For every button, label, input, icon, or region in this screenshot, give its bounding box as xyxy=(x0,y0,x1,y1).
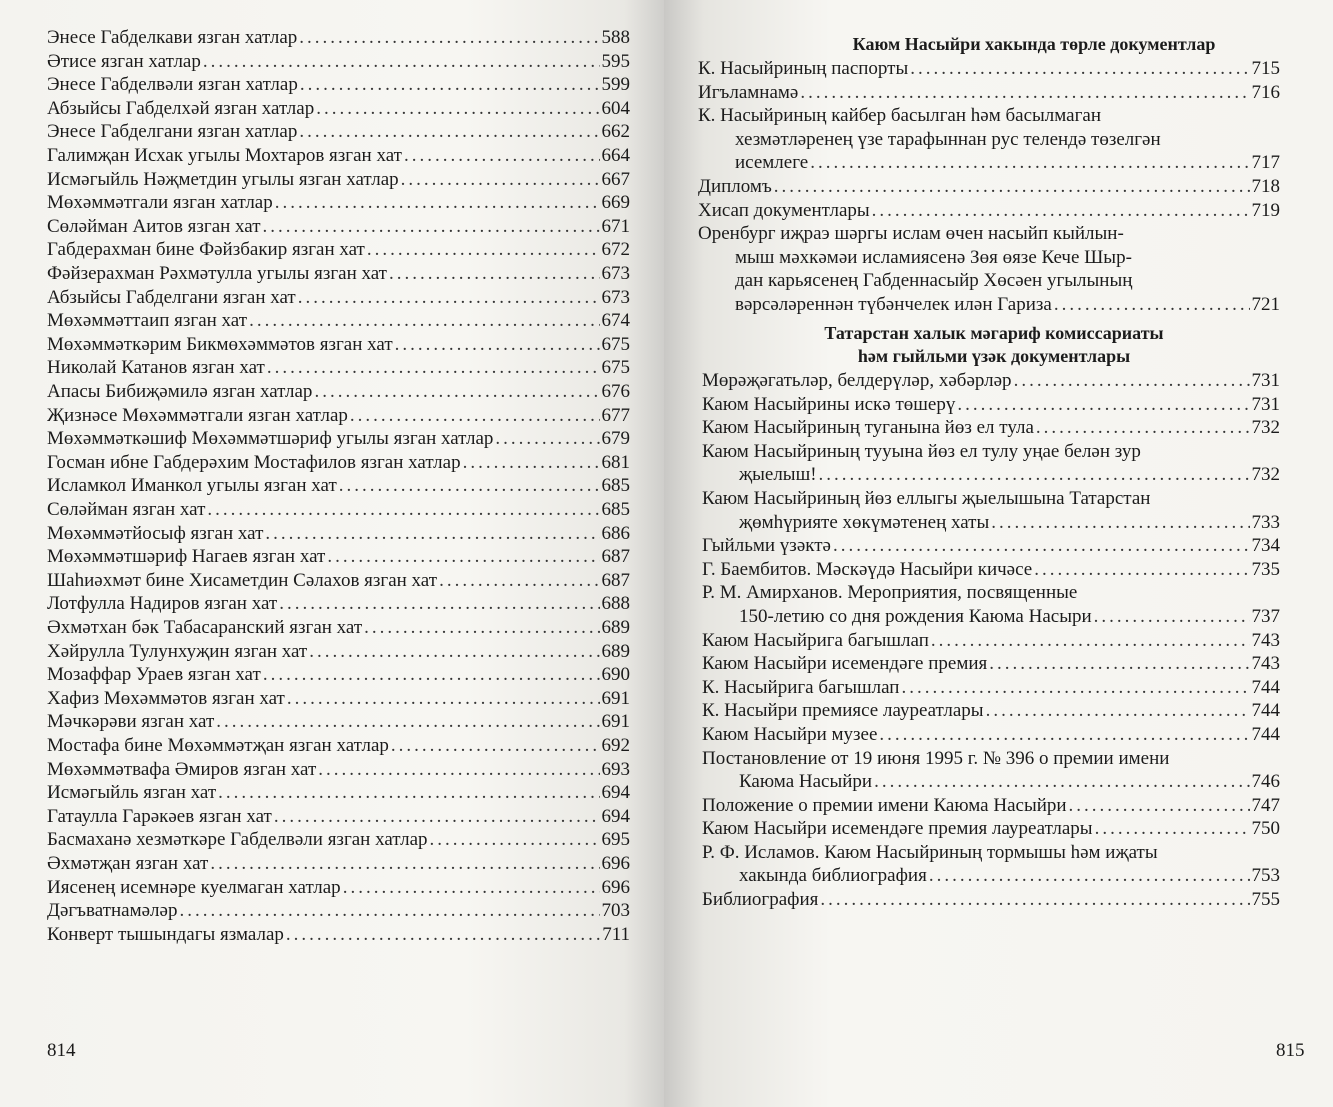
toc-leader-dots xyxy=(463,451,600,475)
page-number-left: 814 xyxy=(47,1040,76,1061)
toc-entry-page: 691 xyxy=(601,687,630,709)
toc-leader-dots xyxy=(820,888,1249,912)
toc-entry-title: Николай Катанов язган хат xyxy=(47,357,265,379)
toc-leader-dots xyxy=(274,805,600,829)
toc-leader-dots xyxy=(989,652,1249,676)
toc-entry-page: 694 xyxy=(601,805,630,827)
toc-entry-page: 664 xyxy=(601,145,630,166)
toc-entry xyxy=(47,710,630,734)
toc-entry xyxy=(47,640,630,664)
toc-entry-title: Габдерахман бине Фәйзбакир язган хат xyxy=(47,239,365,261)
toc-entry-title-continued: Каюма Насыйри xyxy=(739,771,873,793)
toc-entry-page: 717 xyxy=(1251,152,1280,174)
toc-entry-page: 674 xyxy=(601,310,630,332)
toc-entry xyxy=(47,734,630,758)
toc-entry-title: К. Насыйрига багышлап xyxy=(702,676,900,698)
toc-leader-dots xyxy=(364,616,599,640)
toc-entry xyxy=(47,191,630,215)
toc-entry xyxy=(698,57,1280,317)
toc-entry xyxy=(47,120,630,144)
toc-entry xyxy=(47,545,630,569)
toc-entry-page: 744 xyxy=(1251,723,1280,745)
toc-entry xyxy=(47,73,630,97)
toc-entry xyxy=(47,144,630,168)
toc-entry-title: Гыйльми үзәктә xyxy=(702,535,831,557)
toc-entry-title: Каюм Насыйрины искә төшерү xyxy=(702,393,956,415)
toc-entry-page: 753 xyxy=(1251,865,1280,887)
toc-leader-dots xyxy=(874,770,1249,794)
toc-entry-page: 681 xyxy=(601,451,630,473)
toc-leader-dots xyxy=(1069,794,1250,818)
toc-entry-page: 669 xyxy=(601,192,630,214)
toc-entry-title: Абзыйсы Габделгани язган хат xyxy=(47,286,296,308)
toc-leader-dots xyxy=(263,663,600,687)
toc-entry-title: Әхмәтхан бәк Табасаранский язган хат xyxy=(47,617,363,638)
toc-entry xyxy=(47,333,630,357)
toc-entry xyxy=(47,876,630,900)
toc-entry-title: Каюм Насыйриның туганына йөз ел тула xyxy=(702,417,1034,439)
toc-entry-title: Апасы Бибиҗәмилә язган хатлар xyxy=(47,381,313,402)
toc-leader-dots xyxy=(279,592,599,616)
toc-entry-page: 732 xyxy=(1251,464,1280,486)
toc-entry xyxy=(47,522,630,546)
toc-entry-title: Басмаханә хезмәткәре Габделвәли язган хатлар xyxy=(47,829,428,851)
toc-entry-title: Әхмәтҗан язган хат xyxy=(47,853,209,874)
toc-leader-dots xyxy=(800,81,1249,105)
toc-entry-title: Каюм Насыйри исемендәге премия лауреатлары xyxy=(702,818,1093,840)
toc-leader-dots xyxy=(1054,293,1250,317)
toc-entry-title: Каюм Насыйриның йөз еллыгы җыелышына Татарстан xyxy=(702,487,1151,509)
toc-entry-title: Игъламнамә xyxy=(698,81,799,103)
toc-entry-title: Дәгъватнамәләр xyxy=(47,900,178,922)
toc-entry-title: Мөхәммәтгали язган хатлар xyxy=(47,192,273,214)
toc-entry-page: 719 xyxy=(1251,199,1280,221)
toc-entry-title: Галимҗан Исхак угылы Мохтаров язган хат xyxy=(47,145,402,166)
toc-entry-title: Гатаулла Гарәкәев язган хат xyxy=(47,805,272,827)
toc-leader-dots xyxy=(343,876,600,900)
toc-leader-dots xyxy=(986,699,1250,723)
toc-leader-dots xyxy=(318,758,599,782)
toc-entry-title: Абзыйсы Габделхәй язган хатлар xyxy=(47,97,315,119)
toc-entry-title: Энесе Габделвәли язган хатлар xyxy=(47,74,298,96)
toc-entry-title-continued: мыш мәхкәмәи исламиясенә Зөя өязе Кече Шыр- xyxy=(735,246,1132,268)
toc-leader-dots xyxy=(957,393,1249,417)
toc-leader-dots xyxy=(216,710,599,734)
toc-entry xyxy=(47,215,630,239)
toc-entry-title: Мөхәммәткәрим Бикмөхәммәтов язган хат xyxy=(47,333,393,355)
toc-entry-title: Мөхәммәтвафа Әмиров язган хат xyxy=(47,758,317,780)
toc-entry-title: Фәйзерахман Рәхмәтулла угылы язган хат xyxy=(47,263,387,284)
toc-entry-title: Энесе Габделгани язган хатлар xyxy=(47,121,298,143)
toc-entry xyxy=(47,616,630,640)
toc-leader-dots xyxy=(263,215,600,239)
toc-entry xyxy=(47,663,630,687)
toc-entry-title: Исламкол Иманкол угылы язган хат xyxy=(47,475,337,497)
toc-entry xyxy=(47,427,630,451)
toc-entry-page: 703 xyxy=(601,900,630,922)
toc-leader-dots xyxy=(275,191,600,215)
toc-entry-page: 692 xyxy=(601,735,630,756)
toc-entry xyxy=(47,852,630,876)
toc-entry xyxy=(47,923,630,947)
toc-leader-dots xyxy=(430,828,600,852)
toc-entry-title: Мөхәммәтшәриф Нагаев язган хат xyxy=(47,546,326,568)
toc-leader-dots xyxy=(314,380,599,404)
toc-entry-page: 696 xyxy=(601,876,630,898)
toc-entry-title: Р. М. Амирханов. Мероприятия, посвященные xyxy=(702,582,1078,604)
toc-leader-dots xyxy=(774,175,1250,199)
toc-leader-dots xyxy=(1095,817,1250,841)
toc-entry-page: 673 xyxy=(601,263,630,284)
toc-entry xyxy=(47,592,630,616)
toc-entry xyxy=(47,805,630,829)
toc-entry-title-continued: 150-летию со дня рождения Каюма Насыри xyxy=(739,605,1092,627)
toc-entry-title: К. Насыйриның кайбер басылган һәм басылмаган xyxy=(698,105,1101,127)
toc-entry-page: 689 xyxy=(601,617,630,638)
toc-entry-page: 688 xyxy=(601,593,630,615)
toc-entry-page: 734 xyxy=(1251,535,1280,557)
toc-entry-title: Иясенең исемнәре куелмаган хатлар xyxy=(47,876,341,898)
toc-entry-title-continued: хезмәтләренең үзе тарафыннан рус телендә төзелгән xyxy=(735,128,1161,150)
toc-leader-dots xyxy=(495,427,599,451)
toc-leader-dots xyxy=(210,852,599,876)
toc-entry-title: Конверт тышындагы язмалар xyxy=(47,923,284,945)
toc-leader-dots xyxy=(1036,416,1250,440)
toc-entry-page: 743 xyxy=(1251,653,1280,675)
toc-entry-title-continued: вәрсәләреннән түбәнчелек илән Гариза xyxy=(735,293,1052,315)
toc-entry xyxy=(47,451,630,475)
toc-entry-page: 716 xyxy=(1251,81,1280,103)
toc-entry-page: 715 xyxy=(1251,58,1280,79)
toc-leader-dots xyxy=(1014,369,1250,393)
toc-entry-page: 732 xyxy=(1251,417,1280,439)
toc-leader-dots xyxy=(203,50,600,74)
toc-entry-title: Каюм Насыйрига багышлап xyxy=(702,629,929,651)
toc-leader-dots xyxy=(287,687,600,711)
toc-entry-page: 686 xyxy=(601,522,630,544)
toc-leader-dots xyxy=(929,864,1250,888)
toc-leader-dots xyxy=(218,781,599,805)
toc-entry-page: 662 xyxy=(601,121,630,143)
toc-entry-title: Сөләйман язган хат xyxy=(47,499,206,520)
toc-leader-dots xyxy=(207,498,599,522)
toc-entry-page: 744 xyxy=(1251,700,1280,722)
toc-entry-title: К. Насыйриның паспорты xyxy=(698,58,909,79)
toc-entry-page: 667 xyxy=(601,168,630,190)
toc-entry-title: Мөрәҗәгатьләр, белдерүләр, хәбәрләр xyxy=(702,370,1012,391)
toc-entry xyxy=(47,758,630,782)
toc-entry-title: Госман ибне Габдерәхим Мостафилов язган хатлар xyxy=(47,451,461,473)
toc-entry-title: Г. Баембитов. Мәскәүдә Насыйри кичәсе xyxy=(702,558,1033,580)
toc-entry-page: 691 xyxy=(601,711,630,733)
toc-entry-page: 685 xyxy=(601,475,630,497)
section-heading-line: Татарстан халык мәгариф комиссариаты xyxy=(824,323,1164,343)
toc-leader-dots xyxy=(327,545,599,569)
toc-leader-dots xyxy=(991,511,1249,535)
toc-entry-title: Каюм Насыйри музее xyxy=(702,723,878,745)
toc-entry-page: 595 xyxy=(601,50,630,72)
toc-leader-dots xyxy=(350,404,600,428)
toc-entry-title: Мөхәммәттаип язган хат xyxy=(47,310,248,332)
toc-leader-dots xyxy=(299,26,599,50)
toc-leader-dots xyxy=(931,629,1250,653)
toc-leader-dots xyxy=(298,286,600,310)
toc-entry-page: 743 xyxy=(1251,629,1280,651)
toc-entry xyxy=(47,309,630,333)
toc-entry-page: 755 xyxy=(1251,889,1280,911)
toc-entry-page: 711 xyxy=(602,923,630,945)
toc-entry xyxy=(47,238,630,262)
toc-entry xyxy=(47,899,630,923)
toc-entry-title: Каюм Насыйри исемендәге премия xyxy=(702,653,988,675)
toc-entry-page: 604 xyxy=(601,97,630,119)
toc-leader-dots xyxy=(901,676,1249,700)
toc-leader-dots xyxy=(1034,558,1249,582)
toc-leader-dots xyxy=(1094,605,1250,629)
toc-leader-dots xyxy=(395,333,600,357)
left-page xyxy=(0,0,664,1107)
toc-entry-page: 737 xyxy=(1251,605,1280,627)
toc-leader-dots xyxy=(339,474,600,498)
toc-entry xyxy=(702,369,1280,912)
toc-entry xyxy=(47,404,630,428)
toc-leader-dots xyxy=(389,262,600,286)
toc-leader-dots xyxy=(439,569,599,593)
toc-entry-page: 750 xyxy=(1251,818,1280,840)
toc-leader-dots xyxy=(819,463,1250,487)
toc-entry-page: 696 xyxy=(601,853,630,874)
toc-leader-dots xyxy=(872,199,1250,223)
toc-entry-page: 685 xyxy=(601,499,630,520)
toc-entry xyxy=(47,286,630,310)
toc-entry-page: 675 xyxy=(601,357,630,379)
toc-entry-title: Библиография xyxy=(702,889,819,911)
toc-entry-page: 689 xyxy=(601,640,630,662)
toc-entry-page: 731 xyxy=(1251,393,1280,415)
toc-entry-page: 695 xyxy=(601,829,630,851)
toc-entry xyxy=(47,380,630,404)
toc-entry-page: 718 xyxy=(1251,175,1280,197)
toc-entry xyxy=(47,26,630,50)
toc-entry xyxy=(47,168,630,192)
toc-leader-dots xyxy=(286,923,600,947)
toc-entry-page: 673 xyxy=(601,286,630,308)
toc-leader-dots xyxy=(879,723,1249,747)
toc-entry-page: 687 xyxy=(601,569,630,591)
toc-leader-dots xyxy=(179,899,599,923)
toc-entry xyxy=(47,97,630,121)
toc-entry-page: 731 xyxy=(1251,370,1280,391)
toc-entry-page: 735 xyxy=(1251,558,1280,580)
page-number-right: 815 xyxy=(1276,1040,1305,1061)
toc-entry-title: Каюм Насыйриның тууына йөз ел тулу уңае белән зур xyxy=(702,440,1141,462)
toc-leader-dots xyxy=(299,120,599,144)
toc-entry-page: 690 xyxy=(601,664,630,686)
section-heading: Каюм Насыйри хакында төрле документлар xyxy=(852,34,1216,54)
toc-entry-title: Хисап документлары xyxy=(698,199,870,221)
toc-entry-title-continued: җыелыш! xyxy=(739,464,817,486)
toc-leader-dots xyxy=(401,168,600,192)
toc-leader-dots xyxy=(316,97,599,121)
toc-entry-title: Дипломъ xyxy=(698,175,772,197)
toc-entry-page: 676 xyxy=(601,381,630,402)
toc-entry-title: Хәйрулла Тулунхуҗин язган хат xyxy=(47,640,308,662)
toc-entry-title: Лотфулла Надиров язган хат xyxy=(47,593,278,615)
toc-entry-page: 588 xyxy=(601,27,630,48)
toc-leader-dots xyxy=(309,640,599,664)
toc-entry-title: Сөләйман Аитов язган хат xyxy=(47,215,261,237)
section-heading-line: һәм гыйльми үзәк документлары xyxy=(857,346,1131,366)
toc-entry-title: Җизнәсе Мөхәммәтгали язган хатлар xyxy=(47,404,348,426)
toc-entry-title: Положение о премии имени Каюма Насыйри xyxy=(702,794,1067,816)
toc-entry-title: Постановление от 19 июня 1995 г. № 396 о премии имени xyxy=(702,747,1170,769)
toc-entry xyxy=(47,50,630,74)
toc-entry xyxy=(47,474,630,498)
toc-leader-dots xyxy=(833,534,1250,558)
toc-entry-title-continued: исемлеге xyxy=(735,152,809,174)
section-heading xyxy=(774,322,1214,368)
toc-entry xyxy=(47,569,630,593)
toc-entry-title: Шаһиәхмәт бине Хисаметдин Сәлахов язган хат xyxy=(47,569,438,591)
toc-leader-dots xyxy=(300,73,600,97)
toc-entry-page: 687 xyxy=(601,546,630,568)
toc-entry xyxy=(47,262,630,286)
toc-entry-title: Р. Ф. Исламов. Каюм Насыйриның тормышы һәм иҗаты xyxy=(702,841,1158,863)
toc-entry-page: 746 xyxy=(1251,771,1280,793)
toc-entry-title: Хафиз Мөхәммәтов язган хат xyxy=(47,687,285,709)
toc-entry-title: Энесе Габделкави язган хатлар xyxy=(47,27,298,48)
toc-entry-page: 672 xyxy=(601,239,630,261)
toc-entry-title: К. Насыйри премиясе лауреатлары xyxy=(702,700,984,722)
toc-entry-title: Әтисе язган хатлар xyxy=(47,50,201,72)
toc-entry xyxy=(47,828,630,852)
toc-entry-page: 599 xyxy=(601,74,630,96)
toc-leader-dots xyxy=(267,356,600,380)
toc-entry-page: 675 xyxy=(601,333,630,355)
toc-entry-page: 733 xyxy=(1251,511,1280,533)
toc-entry-page: 671 xyxy=(601,215,630,237)
toc-leader-dots xyxy=(810,151,1249,175)
toc-entry-page: 679 xyxy=(601,428,630,450)
toc-entry-title: Оренбург иҗраэ шәргы ислам өчен насыйп кыйлын- xyxy=(698,223,1124,245)
toc-entry-page: 721 xyxy=(1251,293,1280,315)
toc-entry xyxy=(47,356,630,380)
toc-entry-title-continued: хакында библиография xyxy=(739,865,927,887)
toc-entry-title: Мөхәммәткәшиф Мөхәммәтшәриф угылы язган хатлар xyxy=(47,428,494,450)
toc-leader-dots xyxy=(265,522,599,546)
toc-entry xyxy=(47,687,630,711)
toc-leader-dots xyxy=(249,309,599,333)
toc-entry-title: Мозаффар Ураев язган хат xyxy=(47,664,261,686)
toc-leader-dots xyxy=(367,238,600,262)
toc-entry-title: Исмәгыйль Нәҗметдин угылы язган хатлар xyxy=(47,168,399,190)
toc-entry-title-continued: җөмһүрияте хөкүмәтенең хаты xyxy=(739,511,990,533)
toc-entry xyxy=(47,781,630,805)
toc-entry-page: 694 xyxy=(601,782,630,804)
right-page xyxy=(664,0,1333,1107)
toc-entry-page: 744 xyxy=(1251,676,1280,698)
toc-leader-dots xyxy=(391,734,600,758)
toc-entry-page: 677 xyxy=(601,404,630,426)
toc-leader-dots xyxy=(404,144,600,168)
toc-entry-page: 693 xyxy=(601,758,630,780)
toc-entry-title-continued: дан карьясенең Габденнасыйр Хөсәен угылының xyxy=(735,270,1133,292)
toc-entry xyxy=(47,498,630,522)
toc-leader-dots xyxy=(910,57,1249,81)
toc-entry-title: Мостафа бине Мөхәммәтҗан язган хатлар xyxy=(47,735,389,756)
toc-entry-title: Исмәгыйль язган хат xyxy=(47,782,217,804)
toc-entry-title: Мөхәммәтйосыф язган хат xyxy=(47,522,264,544)
toc-entry-page: 747 xyxy=(1251,794,1280,816)
toc-entry-title: Мәчкәрәви язган хат xyxy=(47,711,215,733)
